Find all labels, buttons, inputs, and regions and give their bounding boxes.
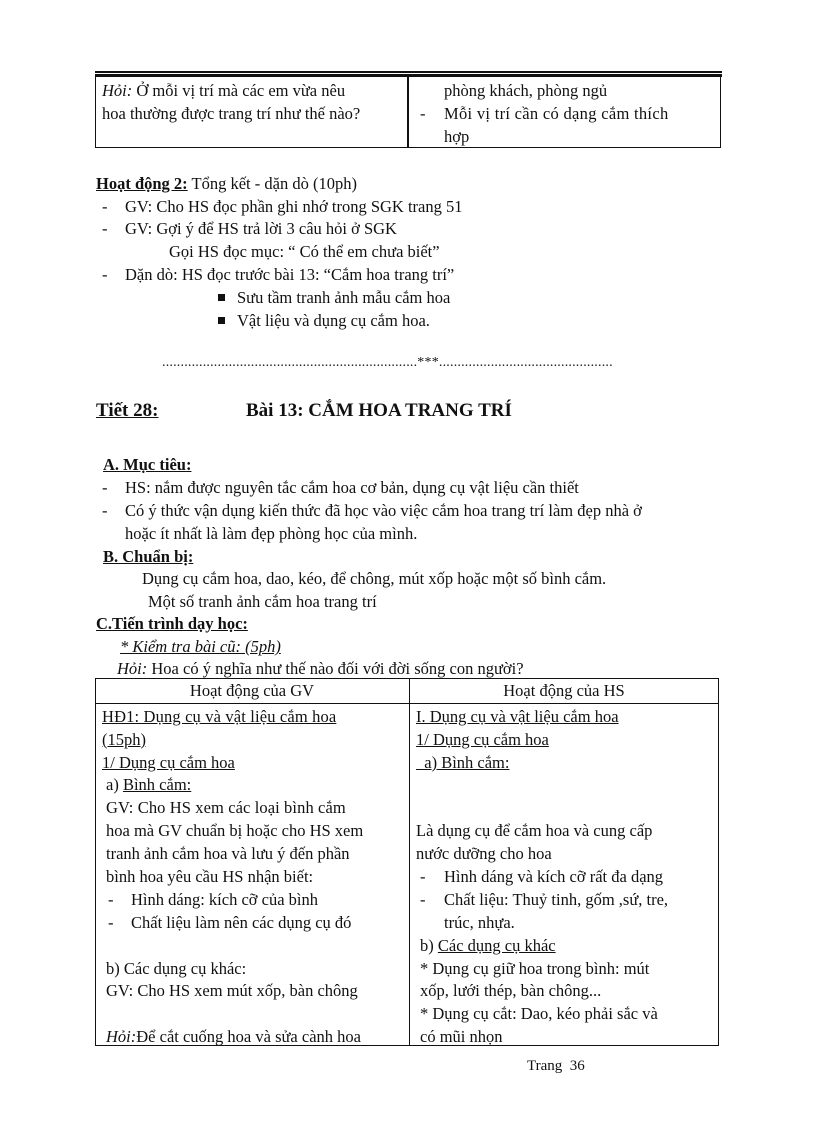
activity2-subline: Gọi HS đọc mục: “ Có thể em chưa biết” [169, 242, 440, 261]
gv-a-label: a) [106, 775, 123, 794]
section-a-item2-line1: Có ý thức vận dụng kiến thức đã học vào việc cắm hoa trang trí làm đẹp nhà ở [125, 501, 642, 520]
gv-hd1-line2: (15ph) [102, 730, 146, 749]
hs-para-line: Là dụng cụ để cắm hoa và cung cấp [416, 821, 653, 840]
dash-bullet: - [420, 890, 426, 909]
section-a-heading: A. Mục tiêu: [103, 455, 192, 474]
dash-bullet: - [420, 104, 426, 123]
gv-detail: Chất liệu làm nên các dụng cụ đó [131, 913, 352, 932]
hs-detail: Hình dáng và kích cỡ rất đa dạng [444, 867, 664, 886]
square-bullet-item [218, 287, 450, 310]
activity-table-header-rule [95, 703, 719, 704]
gv-para-line: tranh ảnh cắm hoa và lưu ý đến phần [106, 844, 350, 863]
bullet-text: Sưu tầm tranh ảnh mẫu cắm hoa [237, 288, 451, 307]
section-a-item2-line2: hoặc ít nhất là làm đẹp phòng học của mình. [125, 524, 418, 543]
top-left-text1: Ở mỗi vị trí mà các em vừa nêu [132, 81, 346, 100]
square-bullet-icon [218, 317, 225, 324]
hs-tool-line: * Dụng cụ cắt: Dao, kéo phải sắc và [420, 1004, 658, 1023]
hs-h1: I. Dụng cụ và vật liệu cắm hoa [416, 707, 619, 726]
gv-question-text: Để cắt cuống hoa và sửa cành hoa [136, 1027, 361, 1046]
top-left-line1 [102, 80, 345, 103]
dash-bullet: - [108, 890, 114, 909]
hs-b-heading [420, 935, 556, 958]
hs-tool-line: * Dụng cụ giữ hoa trong bình: mút [420, 959, 650, 978]
hs-detail-cont: trúc, nhựa. [444, 913, 515, 932]
question-label: Hỏi: [102, 81, 133, 100]
dash-bullet: - [102, 197, 108, 216]
activity2-heading [96, 173, 357, 196]
dash-bullet: - [102, 265, 108, 284]
hs-h2: 1/ Dụng cụ cắm hoa [416, 730, 549, 749]
gv-b-title: b) Các dụng cụ khác: [106, 959, 247, 978]
check-old-lesson: * Kiểm tra bài cũ: (5ph) [120, 637, 281, 656]
gv-b-para: GV: Cho HS xem mút xốp, bàn chông [106, 981, 358, 1000]
section-c-heading: C.Tiến trình dạy học: [96, 614, 248, 633]
question-label: Hỏi: [117, 659, 148, 678]
gv-para-line: GV: Cho HS xem các loại bình cắm [106, 798, 346, 817]
gv-a-title: Bình cắm: [122, 775, 192, 794]
header-gv: Hoạt động của GV [189, 681, 315, 700]
question-label: Hỏi: [106, 1027, 137, 1046]
activity2-item: GV: Gợi ý để HS trả lời 3 câu hỏi ở SGK [125, 219, 397, 238]
dash-bullet: - [102, 219, 108, 238]
table-top-border [95, 71, 722, 73]
gv-para-line: bình hoa yêu cầu HS nhận biết: [106, 867, 314, 886]
activity2-item: GV: Cho HS đọc phần ghi nhớ trong SGK trang 51 [125, 197, 463, 216]
square-bullet-icon [218, 294, 225, 301]
gv-a-heading [106, 774, 191, 797]
hs-tool-line: xốp, lưới thép, bàn chông... [420, 981, 602, 1000]
top-table-divider [407, 77, 409, 148]
activity2-title: Hoạt động 2: [96, 174, 188, 193]
dash-bullet: - [102, 478, 108, 497]
activity2-title-rest: Tổng kết - dặn dò (10ph) [187, 174, 357, 193]
gv-detail: Hình dáng: kích cỡ của bình [131, 890, 318, 909]
dash-bullet: - [108, 913, 114, 932]
separator: .....................................................................***............................................... [162, 355, 613, 370]
dash-bullet: - [420, 867, 426, 886]
section-a-item1: HS: nắm được nguyên tắc cắm hoa cơ bản, dụng cụ vật liệu cần thiết [125, 478, 579, 497]
hs-tool-line: có mũi nhọn [420, 1027, 503, 1046]
bullet-text: Vật liệu và dụng cụ cắm hoa. [237, 311, 430, 330]
section-b-line1: Dụng cụ cắm hoa, dao, kéo, để chông, mút xốp hoặc một số bình cắm. [142, 569, 607, 588]
gv-para-line: hoa mà GV chuẩn bị hoặc cho HS xem [106, 821, 364, 840]
top-right-line3: hợp [444, 127, 470, 146]
square-bullet-item [218, 310, 430, 333]
gv-sub1: 1/ Dụng cụ cắm hoa [102, 753, 235, 772]
hs-b-title: Các dụng cụ khác [437, 936, 556, 955]
hs-h3: a) Bình cắm: [416, 753, 510, 772]
top-right-line2: Mỗi vị trí cần có dạng cắm thích [444, 104, 669, 123]
top-right-line1: phòng khách, phòng ngủ [444, 81, 608, 100]
gv-question [106, 1026, 361, 1049]
activity2-item: Dặn dò: HS đọc trước bài 13: “Cắm hoa trang trí” [125, 265, 455, 284]
section-b-line2: Một số tranh ảnh cắm hoa trang trí [148, 592, 377, 611]
hs-detail: Chất liệu: Thuỷ tinh, gốm ,sứ, tre, [444, 890, 669, 909]
top-left-line2: hoa thường được trang trí như thế nào? [102, 104, 361, 123]
hs-para-line: nước dưỡng cho hoa [416, 844, 552, 863]
page-number: Trang 36 [527, 1058, 585, 1074]
gv-hd1-line1: HĐ1: Dụng cụ và vật liệu cắm hoa [102, 707, 337, 726]
question-text: Hoa có ý nghĩa như thế nào đối với đời sống con người? [147, 659, 524, 678]
dash-bullet: - [102, 501, 108, 520]
hs-b-label: b) [420, 936, 438, 955]
lesson-period: Tiết 28: [96, 400, 159, 421]
header-hs: Hoạt động của HS [503, 681, 625, 700]
lesson-title: Bài 13: CẮM HOA TRANG TRÍ [246, 400, 512, 421]
section-b-heading: B. Chuẩn bị: [103, 547, 194, 566]
activity-table-divider [409, 678, 410, 1046]
